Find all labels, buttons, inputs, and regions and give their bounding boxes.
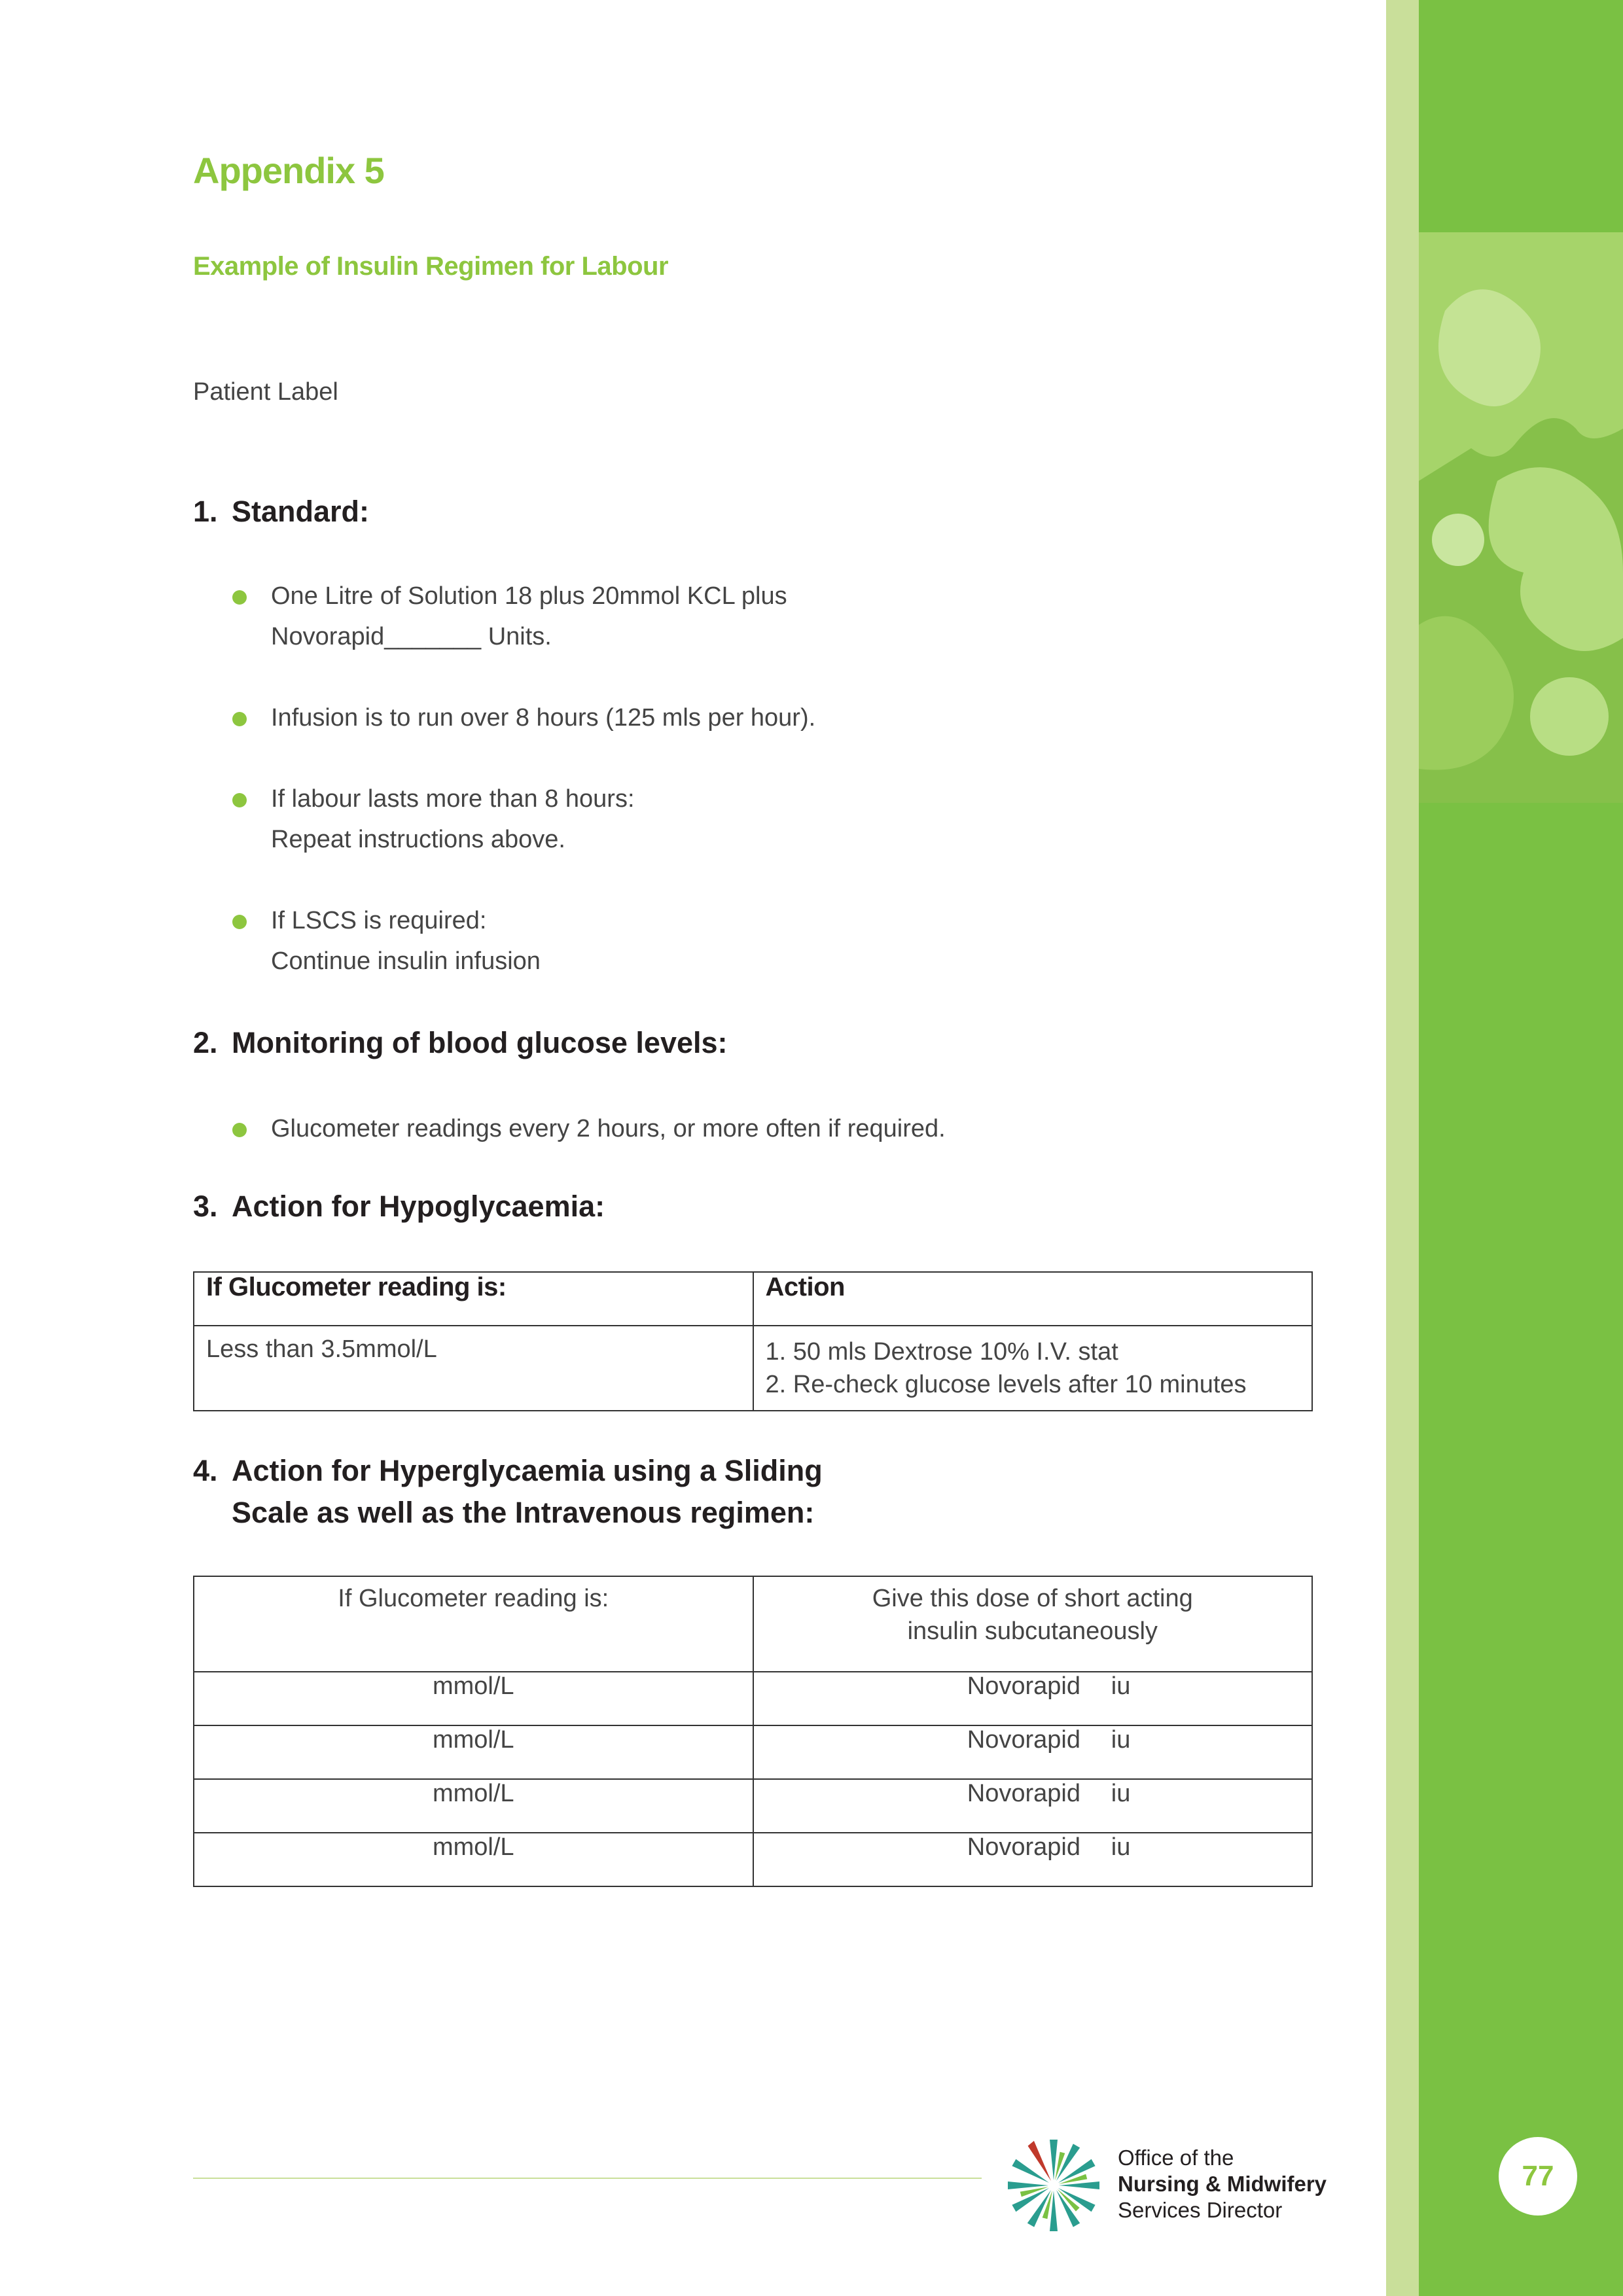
- dose-cell: [753, 1833, 1313, 1886]
- puzzle-photo: [1419, 232, 1623, 803]
- drug-name: Novorapid: [967, 1672, 1080, 1700]
- bullet-text: If LSCS is required:: [271, 907, 487, 934]
- drug-name: Novorapid: [967, 1726, 1080, 1754]
- bullet-text: Novorapid_______ Units.: [271, 623, 552, 650]
- section-standard-heading: [193, 495, 369, 529]
- page-number: 77: [1499, 2137, 1577, 2216]
- dose-cell: [753, 1779, 1313, 1833]
- section-hyper-heading: [193, 1450, 823, 1534]
- table-row: [194, 1779, 1312, 1833]
- table-header-row: [194, 1576, 1312, 1672]
- org-line: Services Director: [1118, 2198, 1283, 2222]
- dose-cell: [753, 1725, 1313, 1779]
- bullet-text: One Litre of Solution 18 plus 20mmol KCL plus: [271, 582, 787, 610]
- section-title: Action for Hyperglycaemia using a Sliding: [232, 1454, 823, 1487]
- section-monitoring-heading: [193, 1026, 728, 1060]
- standard-bullet-list: [232, 576, 815, 981]
- dose-cell: [753, 1672, 1313, 1725]
- section-title-line: [193, 1450, 823, 1492]
- bullet-text: Glucometer readings every 2 hours, or more often if required.: [271, 1115, 946, 1142]
- bullet-text: Repeat instructions above.: [271, 826, 565, 853]
- bullet-icon: [232, 915, 247, 929]
- bullet-text: If labour lasts more than 8 hours:: [271, 785, 635, 813]
- table-row: [194, 1833, 1312, 1886]
- section-number: 4.: [193, 1454, 218, 1487]
- footer-rule: [193, 2178, 982, 2179]
- bullet-icon: [232, 590, 247, 605]
- list-item: [232, 900, 815, 981]
- table-row: [194, 1326, 1312, 1411]
- section-title: Action for Hypoglycaemia:: [232, 1190, 605, 1223]
- reading-cell: Less than 3.5mmol/L: [194, 1326, 753, 1411]
- dose-unit: iu: [1111, 1780, 1131, 1807]
- footer-organisation: [1118, 2145, 1327, 2223]
- header-line: insulin subcutaneously: [907, 1617, 1158, 1645]
- bullet-text: Infusion is to run over 8 hours (125 mls per hour).: [271, 704, 816, 732]
- table-header-row: [194, 1272, 1312, 1326]
- dose-unit: iu: [1111, 1726, 1131, 1754]
- dose-unit: iu: [1111, 1833, 1131, 1861]
- bullet-icon: [232, 793, 247, 807]
- starburst-logo-icon: [1001, 2133, 1106, 2238]
- table-row: [194, 1672, 1312, 1725]
- bullet-icon: [232, 1123, 247, 1137]
- bullet-text: Continue insulin infusion: [271, 947, 541, 975]
- hypoglycaemia-table: [193, 1271, 1313, 1411]
- appendix-title: Appendix 5: [193, 150, 384, 191]
- section-title-line: Scale as well as the Intravenous regimen:: [232, 1496, 815, 1529]
- list-item: [232, 576, 815, 657]
- drug-name: Novorapid: [967, 1833, 1080, 1861]
- column-header: If Glucometer reading is:: [194, 1576, 753, 1672]
- table-row: [194, 1725, 1312, 1779]
- reading-cell: mmol/L: [194, 1725, 753, 1779]
- column-header: Action: [753, 1272, 1313, 1326]
- sub-title: Example of Insulin Regimen for Labour: [193, 252, 669, 281]
- list-item: [232, 1108, 946, 1149]
- org-line: Nursing & Midwifery: [1118, 2172, 1327, 2196]
- column-header: [753, 1576, 1313, 1672]
- list-item: [232, 779, 815, 860]
- section-number: 3.: [193, 1190, 218, 1223]
- reading-cell: mmol/L: [194, 1833, 753, 1886]
- bullet-icon: [232, 712, 247, 726]
- list-item: [232, 698, 815, 738]
- reading-cell: mmol/L: [194, 1672, 753, 1725]
- section-title: Monitoring of blood glucose levels:: [232, 1026, 728, 1059]
- section-number: 2.: [193, 1026, 218, 1059]
- drug-name: Novorapid: [967, 1780, 1080, 1807]
- action-step: 1. 50 mls Dextrose 10% I.V. stat: [765, 1338, 1118, 1366]
- column-header: If Glucometer reading is:: [194, 1272, 753, 1326]
- action-cell: [753, 1326, 1313, 1411]
- reading-cell: mmol/L: [194, 1779, 753, 1833]
- dose-unit: iu: [1111, 1672, 1131, 1700]
- sliding-scale-table: [193, 1576, 1313, 1887]
- section-hypo-heading: [193, 1190, 605, 1224]
- action-step: 2. Re-check glucose levels after 10 minutes: [765, 1371, 1247, 1398]
- org-line: Office of the: [1118, 2146, 1234, 2170]
- patient-label: Patient Label: [193, 378, 338, 406]
- header-line: Give this dose of short acting: [872, 1585, 1193, 1612]
- section-title: Standard:: [232, 495, 370, 528]
- monitoring-bullet-list: [232, 1108, 946, 1149]
- section-number: 1.: [193, 495, 218, 528]
